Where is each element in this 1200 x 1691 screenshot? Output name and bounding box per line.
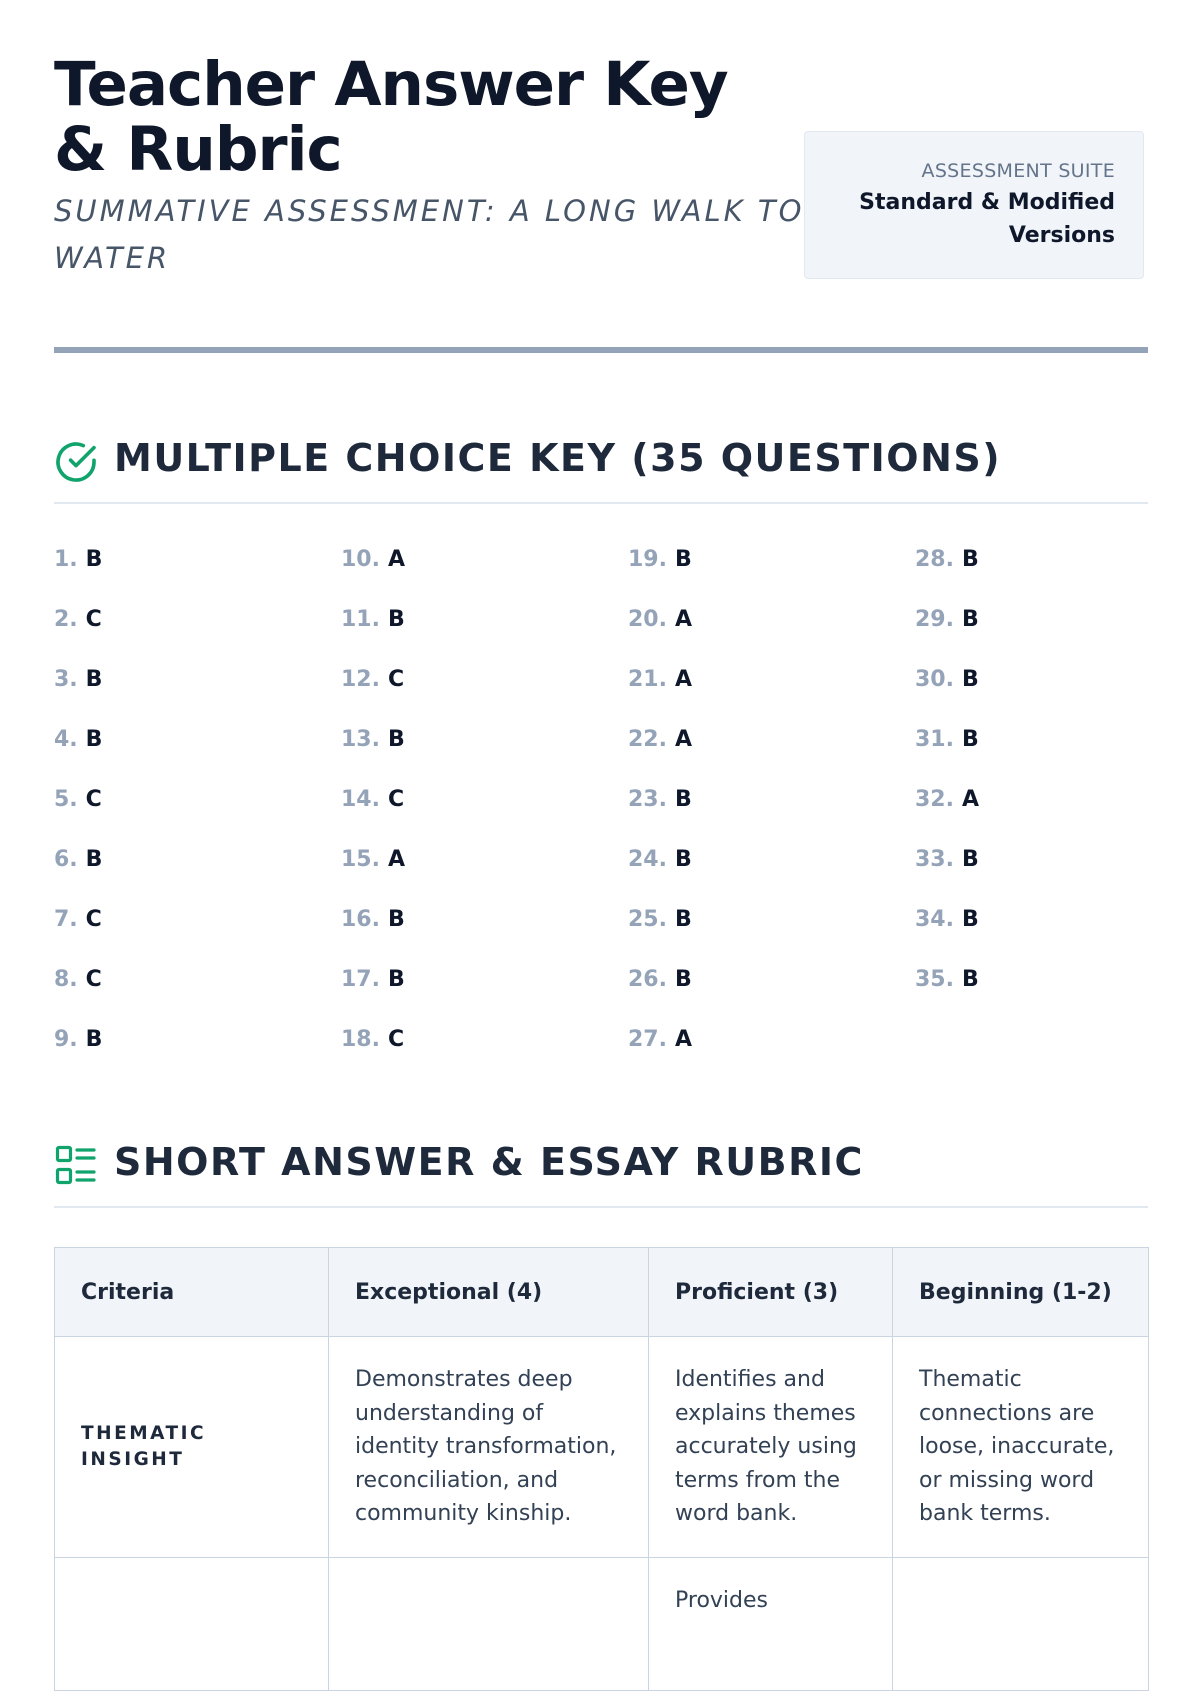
mc-question-number: 25.	[628, 907, 667, 932]
mc-question-number: 13.	[341, 727, 380, 752]
mc-column	[915, 530, 1195, 1010]
mc-question-number: 2.	[54, 607, 78, 632]
mc-answer-letter: C	[387, 787, 405, 812]
mc-question-number: 12.	[341, 667, 380, 692]
mc-answer-letter: B	[387, 907, 405, 932]
mc-answer-letter: C	[387, 667, 405, 692]
mc-answer-item	[915, 890, 1195, 950]
mc-answer-item	[54, 590, 334, 650]
mc-answer-item	[341, 1010, 621, 1070]
mc-answer-item	[54, 1010, 334, 1070]
mc-question-number: 22.	[628, 727, 667, 752]
mc-answer-item	[628, 950, 908, 1010]
rubric-row	[55, 1337, 1149, 1558]
mc-answer-item	[915, 770, 1195, 830]
rubric-col-proficient: Proficient (3)	[649, 1248, 893, 1337]
mc-question-number: 24.	[628, 847, 667, 872]
mc-answer-letter: B	[961, 727, 979, 752]
mc-answer-item	[628, 830, 908, 890]
mc-answer-letter: A	[961, 787, 980, 812]
mc-answer-item	[915, 950, 1195, 1010]
mc-question-number: 14.	[341, 787, 380, 812]
rubric-row	[55, 1557, 1149, 1690]
mc-answer-letter: B	[85, 727, 103, 752]
mc-question-number: 23.	[628, 787, 667, 812]
mc-answer-item	[915, 650, 1195, 710]
rubric-exceptional-cell	[329, 1557, 649, 1690]
mc-answer-item	[341, 770, 621, 830]
mc-answer-letter: B	[961, 847, 979, 872]
mc-question-number: 19.	[628, 547, 667, 572]
mc-answer-letter: B	[674, 787, 692, 812]
mc-answer-item	[628, 590, 908, 650]
mc-answer-item	[341, 590, 621, 650]
page-subtitle: SUMMATIVE ASSESSMENT: A LONG WALK TO WATER	[54, 194, 805, 275]
mc-answer-item	[915, 590, 1195, 650]
header-divider	[54, 347, 1148, 353]
mc-answer-item	[341, 650, 621, 710]
mc-answer-letter: B	[85, 547, 103, 572]
check-circle-icon	[54, 440, 98, 488]
mc-question-number: 20.	[628, 607, 667, 632]
mc-answer-letter: B	[674, 967, 692, 992]
rubric-criteria-cell: THEMATIC INSIGHT	[55, 1337, 329, 1558]
mc-answer-letter: B	[674, 907, 692, 932]
rubric-section-header	[54, 1140, 1148, 1208]
rubric-criteria-cell	[55, 1557, 329, 1690]
mc-question-number: 29.	[915, 607, 954, 632]
mc-answer-item	[54, 950, 334, 1010]
rubric-col-criteria: Criteria	[55, 1248, 329, 1337]
mc-question-number: 33.	[915, 847, 954, 872]
mc-question-number: 10.	[341, 547, 380, 572]
mc-question-number: 7.	[54, 907, 78, 932]
mc-answer-letter: C	[85, 907, 102, 932]
mc-answer-item	[628, 1010, 908, 1070]
rubric-beginning-cell	[893, 1557, 1149, 1690]
mc-question-number: 34.	[915, 907, 954, 932]
mc-question-number: 26.	[628, 967, 667, 992]
mc-answer-item	[915, 830, 1195, 890]
rubric-col-beginning: Beginning (1-2)	[893, 1248, 1149, 1337]
mc-answer-item	[341, 830, 621, 890]
mc-answer-letter: B	[961, 967, 979, 992]
mc-answer-item	[54, 530, 334, 590]
mc-answer-item	[54, 650, 334, 710]
rubric-proficient-cell: Identifies and explains themes accurately using terms from the word bank.	[649, 1337, 893, 1558]
mc-answer-letter: B	[674, 547, 692, 572]
mc-question-number: 6.	[54, 847, 78, 872]
mc-answer-letter: B	[85, 667, 103, 692]
mc-answer-letter: A	[674, 667, 693, 692]
mc-question-number: 30.	[915, 667, 954, 692]
mc-question-number: 11.	[341, 607, 380, 632]
mc-section-title: MULTIPLE CHOICE KEY (35 QUESTIONS)	[114, 436, 1002, 480]
suite-value: Standard & Modified Versions	[859, 190, 1115, 248]
mc-question-number: 4.	[54, 727, 78, 752]
mc-answer-item	[628, 530, 908, 590]
rubric-table	[54, 1247, 1149, 1691]
mc-answer-letter: B	[85, 1027, 103, 1052]
mc-answer-item	[341, 710, 621, 770]
rubric-header-row	[55, 1248, 1149, 1337]
mc-answer-letter: C	[85, 967, 102, 992]
page-title: Teacher Answer Key & Rubric	[54, 49, 728, 185]
rubric-proficient-cell: Provides	[649, 1557, 893, 1690]
mc-question-number: 21.	[628, 667, 667, 692]
mc-answer-letter: B	[85, 847, 103, 872]
mc-answer-item	[915, 710, 1195, 770]
mc-answer-item	[54, 890, 334, 950]
mc-question-number: 1.	[54, 547, 78, 572]
mc-answer-letter: C	[85, 607, 102, 632]
rubric-section-title: SHORT ANSWER & ESSAY RUBRIC	[114, 1140, 864, 1184]
assessment-suite-box	[804, 131, 1144, 279]
mc-answer-letter: C	[85, 787, 102, 812]
rubric-beginning-cell: Thematic connections are loose, inaccurate, or missing word bank terms.	[893, 1337, 1149, 1558]
mc-answer-item	[628, 710, 908, 770]
mc-question-number: 3.	[54, 667, 78, 692]
mc-answer-letter: B	[961, 607, 979, 632]
mc-answer-letter: B	[387, 607, 405, 632]
mc-answer-item	[54, 710, 334, 770]
mc-answer-letter: B	[387, 967, 405, 992]
mc-answer-letter: A	[674, 1027, 693, 1052]
mc-answer-letter: B	[961, 907, 979, 932]
mc-answer-item	[915, 530, 1195, 590]
mc-answer-letter: B	[961, 667, 979, 692]
mc-question-number: 9.	[54, 1027, 78, 1052]
mc-answer-item	[54, 830, 334, 890]
mc-answer-letter: B	[387, 727, 405, 752]
rubric-col-exceptional: Exceptional (4)	[329, 1248, 649, 1337]
mc-question-number: 8.	[54, 967, 78, 992]
mc-question-number: 16.	[341, 907, 380, 932]
mc-question-number: 17.	[341, 967, 380, 992]
mc-answer-item	[628, 890, 908, 950]
mc-answer-letter: C	[387, 1027, 405, 1052]
mc-question-number: 5.	[54, 787, 78, 812]
mc-column	[54, 530, 334, 1070]
mc-section-header	[54, 436, 1148, 504]
mc-answer-letter: A	[674, 727, 693, 752]
mc-answer-item	[341, 890, 621, 950]
mc-answer-item	[54, 770, 334, 830]
mc-answer-item	[628, 650, 908, 710]
mc-question-number: 32.	[915, 787, 954, 812]
mc-question-number: 15.	[341, 847, 380, 872]
mc-column	[341, 530, 621, 1070]
mc-question-number: 35.	[915, 967, 954, 992]
mc-question-number: 31.	[915, 727, 954, 752]
mc-answer-letter: B	[674, 847, 692, 872]
list-checks-icon	[54, 1144, 98, 1192]
mc-question-number: 18.	[341, 1027, 380, 1052]
mc-answer-letter: A	[674, 607, 693, 632]
mc-answer-item	[341, 530, 621, 590]
rubric-exceptional-cell: Demonstrates deep understanding of identity transformation, reconciliation, and community kinship.	[329, 1337, 649, 1558]
mc-answer-item	[341, 950, 621, 1010]
mc-answer-item	[628, 770, 908, 830]
mc-question-number: 28.	[915, 547, 954, 572]
suite-label: ASSESSMENT SUITE	[921, 160, 1115, 182]
mc-answer-letter: B	[961, 547, 979, 572]
mc-column	[628, 530, 908, 1070]
mc-answer-letter: A	[387, 847, 406, 872]
mc-question-number: 27.	[628, 1027, 667, 1052]
mc-answer-letter: A	[387, 547, 406, 572]
